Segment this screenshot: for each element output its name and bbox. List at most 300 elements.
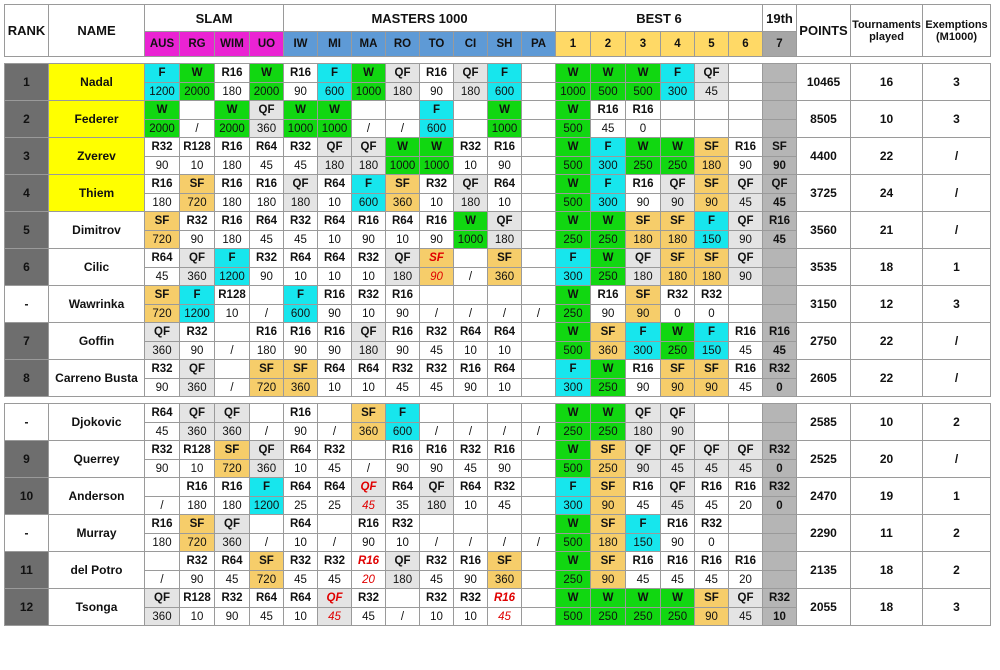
masters-result-cell [352,101,386,120]
masters-points-cell: 90 [318,305,352,323]
masters-points-cell: 90 [488,157,522,175]
masters-result-cell: W [318,101,352,120]
masters-points-cell: 90 [420,460,454,478]
slam-result-cell: R128 [180,441,215,460]
tournaments-played: 22 [851,323,923,360]
best-points-cell: 90 [695,608,729,626]
exemptions-header: Exemptions (M1000) [923,5,991,57]
masters-result-cell [522,286,556,305]
slam-result-cell: SF [215,441,250,460]
best-points-cell: 250 [591,268,626,286]
tournaments-played: 16 [851,64,923,101]
best-result-cell [729,64,763,83]
best-result-cell: QF [695,441,729,460]
slam-points-cell: 180 [215,83,250,101]
nineteenth-points-cell [763,423,797,441]
total-points: 2470 [797,478,851,515]
exemptions: 3 [923,286,991,323]
slam-result-cell: QF [145,323,180,342]
slam-points-cell: 2000 [250,83,284,101]
best-result-cell: F [556,249,591,268]
masters-points-cell: 10 [352,379,386,397]
masters-points-cell: 90 [488,460,522,478]
masters-result-cell: SF [488,249,522,268]
masters-result-cell: R16 [420,212,454,231]
masters-points-cell: 10 [284,460,318,478]
best-points-cell: 180 [661,268,695,286]
nineteenth-points-cell: 10 [763,608,797,626]
best-points-cell: 300 [591,194,626,212]
best-result-cell: QF [626,404,661,423]
best-points-cell: 300 [626,342,661,360]
masters-result-cell: QF [488,212,522,231]
masters-result-cell: R64 [454,478,488,497]
slam-result-cell: R16 [145,175,180,194]
best-result-cell: R16 [626,360,661,379]
rank-cell: 9 [5,441,49,478]
masters-points-cell: 10 [488,342,522,360]
best-points-cell: 300 [556,379,591,397]
exemptions: / [923,441,991,478]
masters-result-cell: R16 [284,404,318,423]
slam-points-cell: 180 [215,194,250,212]
masters-result-cell [454,515,488,534]
masters-points-cell: 45 [488,497,522,515]
slam-result-cell: SF [250,552,284,571]
best-points-cell: 90 [695,379,729,397]
masters-result-cell: R16 [352,515,386,534]
masters-col-ci: CI [454,32,488,57]
best-points-cell: 250 [626,157,661,175]
tournaments-played: 21 [851,212,923,249]
best-points-cell: 180 [626,231,661,249]
masters-result-cell: R64 [488,175,522,194]
best-points-cell: 150 [695,231,729,249]
rank-cell: - [5,404,49,441]
masters-points-cell: 10 [454,342,488,360]
slam-points-cell: 180 [215,157,250,175]
masters-points-cell: 45 [352,497,386,515]
masters-result-cell: QF [454,64,488,83]
best-points-cell: 250 [626,608,661,626]
best-result-cell: SF [695,589,729,608]
masters-points-cell: 45 [318,608,352,626]
player-name: Carreno Busta [49,360,145,397]
exemptions: / [923,212,991,249]
best-result-cell [729,404,763,423]
best-result-cell: SF [626,212,661,231]
best-col-1: 1 [556,32,591,57]
best-result-cell: SF [661,360,695,379]
masters-points-cell: 1000 [386,157,420,175]
best-header: BEST 6 [556,5,763,32]
slam-result-cell: F [215,249,250,268]
masters-result-cell [522,138,556,157]
best-points-cell: 500 [591,83,626,101]
tournaments-played: 20 [851,441,923,478]
gap-cell [5,397,991,404]
nineteenth-col: 7 [763,32,797,57]
exemptions: / [923,175,991,212]
slam-result-cell: R64 [215,552,250,571]
masters-points-cell: / [352,120,386,138]
best-result-cell: R16 [626,552,661,571]
masters-points-cell: 180 [352,342,386,360]
slam-result-cell: F [145,64,180,83]
slam-result-cell [215,323,250,342]
masters-points-cell: / [386,120,420,138]
slam-result-cell: SF [180,515,215,534]
masters-result-cell: W [454,212,488,231]
masters-result-cell: R16 [454,552,488,571]
best-points-cell: 45 [729,608,763,626]
masters-result-cell [522,323,556,342]
masters-result-cell: R32 [318,441,352,460]
masters-points-cell: 35 [386,497,420,515]
masters-result-cell: R32 [318,552,352,571]
best-points-cell: 45 [729,194,763,212]
masters-result-cell: R32 [454,138,488,157]
masters-points-cell: / [488,534,522,552]
best-result-cell: QF [626,441,661,460]
masters-points-cell: 90 [454,379,488,397]
best-result-cell: R32 [695,515,729,534]
rank-cell: 7 [5,323,49,360]
best-points-cell: 45 [591,120,626,138]
slam-result-cell [250,286,284,305]
slam-result-cell [145,478,180,497]
masters-points-cell: 25 [318,497,352,515]
masters-result-cell: R16 [318,286,352,305]
masters-points-cell: / [454,423,488,441]
slam-result-cell: F [180,286,215,305]
best-result-cell: R16 [729,138,763,157]
best-col-3: 3 [626,32,661,57]
masters-points-cell: 45 [420,571,454,589]
masters-result-cell: R32 [386,360,420,379]
best-result-cell: R16 [626,175,661,194]
nineteenth-points-cell [763,120,797,138]
masters-points-cell [522,460,556,478]
best-points-cell: 45 [626,571,661,589]
player-name: Dimitrov [49,212,145,249]
masters-points-cell: 180 [386,268,420,286]
masters-points-cell: 45 [420,342,454,360]
best-points-cell [695,120,729,138]
masters-points-cell: 10 [420,608,454,626]
best-result-cell: W [556,515,591,534]
slam-points-cell: 90 [215,608,250,626]
masters-result-cell: W [352,64,386,83]
masters-result-cell: R32 [454,589,488,608]
slam-points-cell: 180 [145,194,180,212]
masters-points-cell [522,342,556,360]
slam-result-cell: R16 [145,515,180,534]
best-points-cell: 1000 [556,83,591,101]
best-points-cell: 500 [556,534,591,552]
best-points-cell: 90 [695,194,729,212]
slam-points-cell: 360 [215,423,250,441]
slam-result-cell: R32 [145,138,180,157]
masters-points-cell: 10 [386,231,420,249]
nineteenth-result-cell: R16 [763,212,797,231]
masters-result-cell: R32 [284,552,318,571]
masters-result-cell: QF [352,323,386,342]
best-result-cell: W [661,138,695,157]
best-result-cell: W [556,138,591,157]
masters-points-cell: 90 [284,423,318,441]
slam-result-cell: R64 [250,589,284,608]
best-result-cell: F [556,478,591,497]
masters-result-cell: R32 [352,249,386,268]
best-result-cell: QF [695,64,729,83]
masters-result-cell: R32 [420,589,454,608]
best-points-cell: 45 [626,497,661,515]
points-header: POINTS [797,5,851,57]
masters-result-cell [522,64,556,83]
tournaments-played: 12 [851,286,923,323]
nineteenth-result-cell [763,552,797,571]
best-result-cell: QF [661,478,695,497]
slam-result-cell: R64 [145,249,180,268]
masters-result-cell: QF [352,138,386,157]
best-col-6: 6 [729,32,763,57]
masters-points-cell: 90 [454,571,488,589]
masters-result-cell: R32 [386,515,420,534]
masters-points-cell [522,571,556,589]
exemptions: 1 [923,249,991,286]
best-points-cell: 360 [591,342,626,360]
masters-points-cell: 360 [488,268,522,286]
masters-points-cell: 45 [284,231,318,249]
best-result-cell [729,101,763,120]
masters-points-cell: 180 [454,83,488,101]
exemptions: 2 [923,404,991,441]
masters-points-cell: / [454,534,488,552]
masters-points-cell [522,608,556,626]
best-result-cell: W [556,323,591,342]
masters-points-cell [522,231,556,249]
nineteenth-result-cell [763,249,797,268]
exemptions: 1 [923,478,991,515]
masters-points-cell: 1000 [352,83,386,101]
slam-result-cell: QF [215,404,250,423]
player-row [5,175,991,194]
best-points-cell [729,423,763,441]
best-points-cell: 250 [591,608,626,626]
name-header: NAME [49,5,145,57]
best-points-cell: 500 [626,83,661,101]
best-result-cell: R16 [729,552,763,571]
total-points: 8505 [797,101,851,138]
masters-result-cell [386,101,420,120]
player-row [5,286,991,305]
best-result-cell: QF [729,212,763,231]
slam-points-cell: 360 [180,268,215,286]
masters-result-cell: R16 [488,441,522,460]
best-result-cell: W [591,589,626,608]
masters-points-cell: 360 [284,379,318,397]
masters-points-cell: 45 [318,571,352,589]
masters-result-cell [488,515,522,534]
best-result-cell: W [556,212,591,231]
masters-points-cell [522,83,556,101]
slam-points-cell: 720 [180,194,215,212]
player-row [5,404,991,423]
slam-points-cell: 360 [145,342,180,360]
best-result-cell: W [556,404,591,423]
masters-points-cell [522,497,556,515]
best-points-cell [695,423,729,441]
best-points-cell: 90 [591,571,626,589]
masters-points-cell: 10 [284,534,318,552]
masters-points-cell: 10 [284,268,318,286]
player-row [5,323,991,342]
best-result-cell: R16 [729,478,763,497]
best-points-cell: 90 [661,423,695,441]
player-name: Querrey [49,441,145,478]
best-points-cell: 90 [661,534,695,552]
masters-points-cell: / [522,305,556,323]
masters-points-cell: / [454,305,488,323]
exemptions: / [923,138,991,175]
masters-points-cell: 45 [284,157,318,175]
player-row [5,552,991,571]
best-result-cell: W [556,101,591,120]
best-result-cell: SF [695,138,729,157]
masters-result-cell: R64 [386,478,420,497]
rank-cell: 10 [5,478,49,515]
masters-result-cell [522,101,556,120]
slam-col-aus: AUS [145,32,180,57]
slam-result-cell: R16 [250,175,284,194]
masters-result-cell: R16 [420,64,454,83]
best-result-cell [695,404,729,423]
slam-result-cell: SF [145,212,180,231]
slam-points-cell: 360 [250,460,284,478]
masters-points-cell: 10 [352,268,386,286]
slam-points-cell: 1200 [215,268,250,286]
best-result-cell: W [556,286,591,305]
masters-points-cell: 600 [318,83,352,101]
masters-result-cell: R64 [318,249,352,268]
masters-points-cell: 45 [420,379,454,397]
exemptions: / [923,323,991,360]
nineteenth-points-cell: 45 [763,194,797,212]
masters-result-cell [420,404,454,423]
masters-result-cell: R16 [352,212,386,231]
masters-result-cell [522,478,556,497]
masters-result-cell [522,360,556,379]
slam-result-cell: R32 [145,441,180,460]
best-points-cell: 300 [661,83,695,101]
best-points-cell [729,305,763,323]
best-result-cell: SF [591,323,626,342]
player-name: Murray [49,515,145,552]
masters-result-cell: R32 [420,552,454,571]
tournaments-played: 10 [851,404,923,441]
best-col-2: 2 [591,32,626,57]
masters-points-cell: 180 [488,231,522,249]
slam-points-cell: 45 [145,268,180,286]
masters-points-cell: 600 [420,120,454,138]
total-points: 3535 [797,249,851,286]
slam-result-cell: R16 [215,212,250,231]
nineteenth-result-cell: QF [763,175,797,194]
best-result-cell: F [661,64,695,83]
masters-result-cell [522,552,556,571]
slam-points-cell: / [215,342,250,360]
slam-points-cell: 10 [180,157,215,175]
masters-points-cell: 90 [420,231,454,249]
total-points: 2750 [797,323,851,360]
masters-result-cell: R64 [284,515,318,534]
masters-result-cell: QF [284,175,318,194]
exemptions: / [923,360,991,397]
slam-result-cell: R128 [180,138,215,157]
best-points-cell: 180 [661,231,695,249]
masters-points-cell: 90 [420,268,454,286]
best-points-cell: 20 [729,571,763,589]
slam-result-cell: R128 [215,286,250,305]
slam-points-cell: 1200 [145,83,180,101]
best-points-cell: 45 [661,571,695,589]
masters-result-cell: R64 [284,441,318,460]
masters-result-cell [386,589,420,608]
best-points-cell: 45 [661,460,695,478]
masters-result-cell: QF [386,64,420,83]
best-points-cell: 45 [729,379,763,397]
masters-points-cell [522,120,556,138]
best-result-cell: QF [626,249,661,268]
best-points-cell: 45 [695,83,729,101]
masters-result-cell: QF [352,478,386,497]
masters-points-cell: / [454,268,488,286]
best-result-cell: R16 [729,360,763,379]
slam-result-cell: W [250,64,284,83]
best-points-cell: 250 [661,608,695,626]
slam-points-cell: 45 [145,423,180,441]
total-points: 2525 [797,441,851,478]
best-result-cell: QF [729,441,763,460]
best-points-cell: 250 [661,342,695,360]
section-gap [5,397,991,404]
masters-col-to: TO [420,32,454,57]
best-points-cell: 180 [695,268,729,286]
best-result-cell: W [626,64,661,83]
masters-points-cell [522,194,556,212]
rank-cell: 11 [5,552,49,589]
slam-result-cell: R32 [145,360,180,379]
tournaments-played: 18 [851,249,923,286]
masters-points-cell: 20 [352,571,386,589]
masters-points-cell: 180 [420,497,454,515]
masters-result-cell: F [386,404,420,423]
best-points-cell: 45 [695,460,729,478]
best-points-cell [661,120,695,138]
masters-result-cell [522,589,556,608]
slam-points-cell: 360 [180,423,215,441]
best-result-cell: W [591,249,626,268]
best-points-cell: 250 [591,379,626,397]
best-points-cell: 180 [695,157,729,175]
best-result-cell: QF [729,249,763,268]
masters-result-cell: R64 [454,323,488,342]
best-points-cell: 150 [695,342,729,360]
masters-result-cell [522,212,556,231]
slam-points-cell: 45 [250,231,284,249]
masters-result-cell: R64 [318,360,352,379]
